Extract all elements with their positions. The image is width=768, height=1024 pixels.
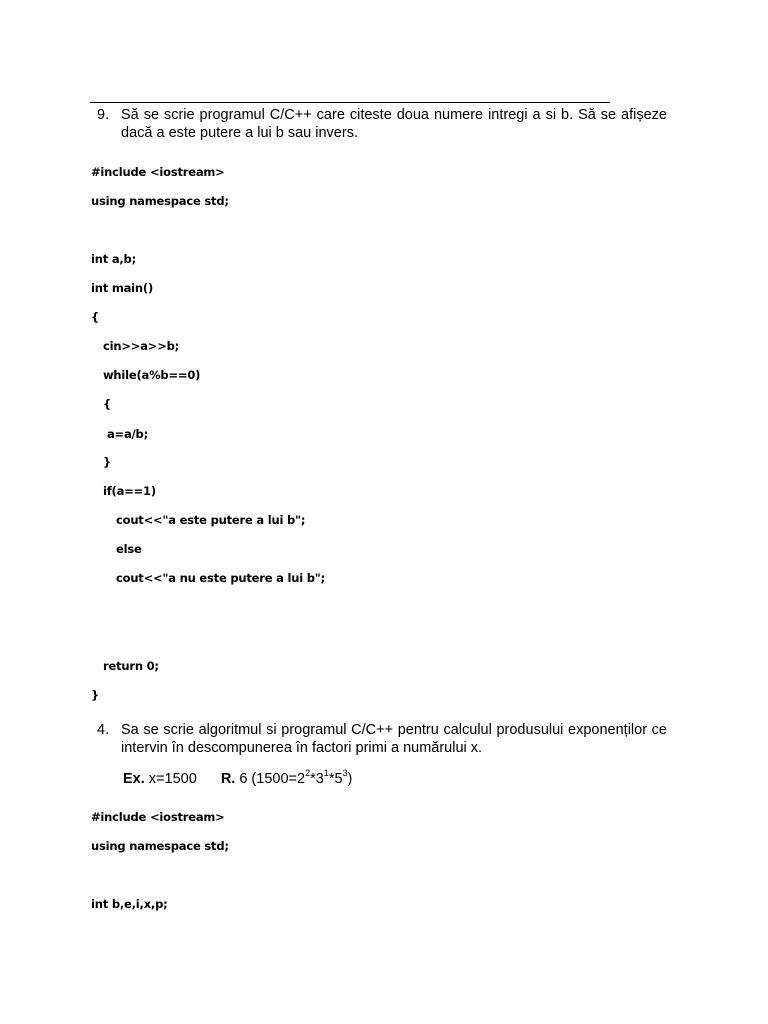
- problem-9-statement: [97, 106, 667, 142]
- problem-text: Sa se scrie algoritmul si programul C/C++ pentru calculul produsului exponenților ce intervin în descompunerea în factori primi a numărului x.: [121, 722, 667, 756]
- code-line: if(a==1): [103, 484, 156, 498]
- problem-number: 4.: [97, 722, 110, 738]
- code-line: int b,e,i,x,p;: [91, 897, 168, 911]
- code-line: int main(): [91, 281, 154, 295]
- code-line: a=a/b;: [107, 427, 148, 441]
- code-line: #include <iostream>: [91, 810, 225, 824]
- code-line: #include <iostream>: [91, 165, 225, 179]
- example-value: x=1500: [148, 771, 197, 787]
- result-label: R.: [220, 771, 236, 787]
- code-line: }: [91, 688, 99, 702]
- code-line: cout<<"a nu este putere a lui b";: [116, 571, 326, 585]
- example-label: Ex.: [123, 771, 145, 787]
- code-line: int a,b;: [91, 252, 136, 266]
- code-line: cin>>a>>b;: [103, 339, 180, 353]
- code-line: while(a%b==0): [103, 368, 201, 382]
- top-rule: [90, 102, 610, 103]
- code-line: {: [103, 397, 111, 411]
- problem-number: 9.: [97, 107, 110, 123]
- code-line: }: [103, 455, 111, 469]
- code-line: return 0;: [103, 659, 159, 673]
- problem-4-statement: [97, 721, 667, 757]
- code-line: using namespace std;: [91, 839, 229, 853]
- code-line: cout<<"a este putere a lui b";: [116, 513, 306, 527]
- code-line: using namespace std;: [91, 194, 229, 208]
- example-line: [123, 768, 353, 787]
- problem-text: Să se scrie programul C/C++ care citeste doua numere intregi a si b. Să se afișeze dacă a este putere a lui b sau invers.: [121, 107, 667, 141]
- code-line: else: [116, 542, 142, 556]
- result-value: 6 $(1500=2^2*3^1*5^3)$: [239, 768, 353, 787]
- code-line: {: [91, 310, 99, 324]
